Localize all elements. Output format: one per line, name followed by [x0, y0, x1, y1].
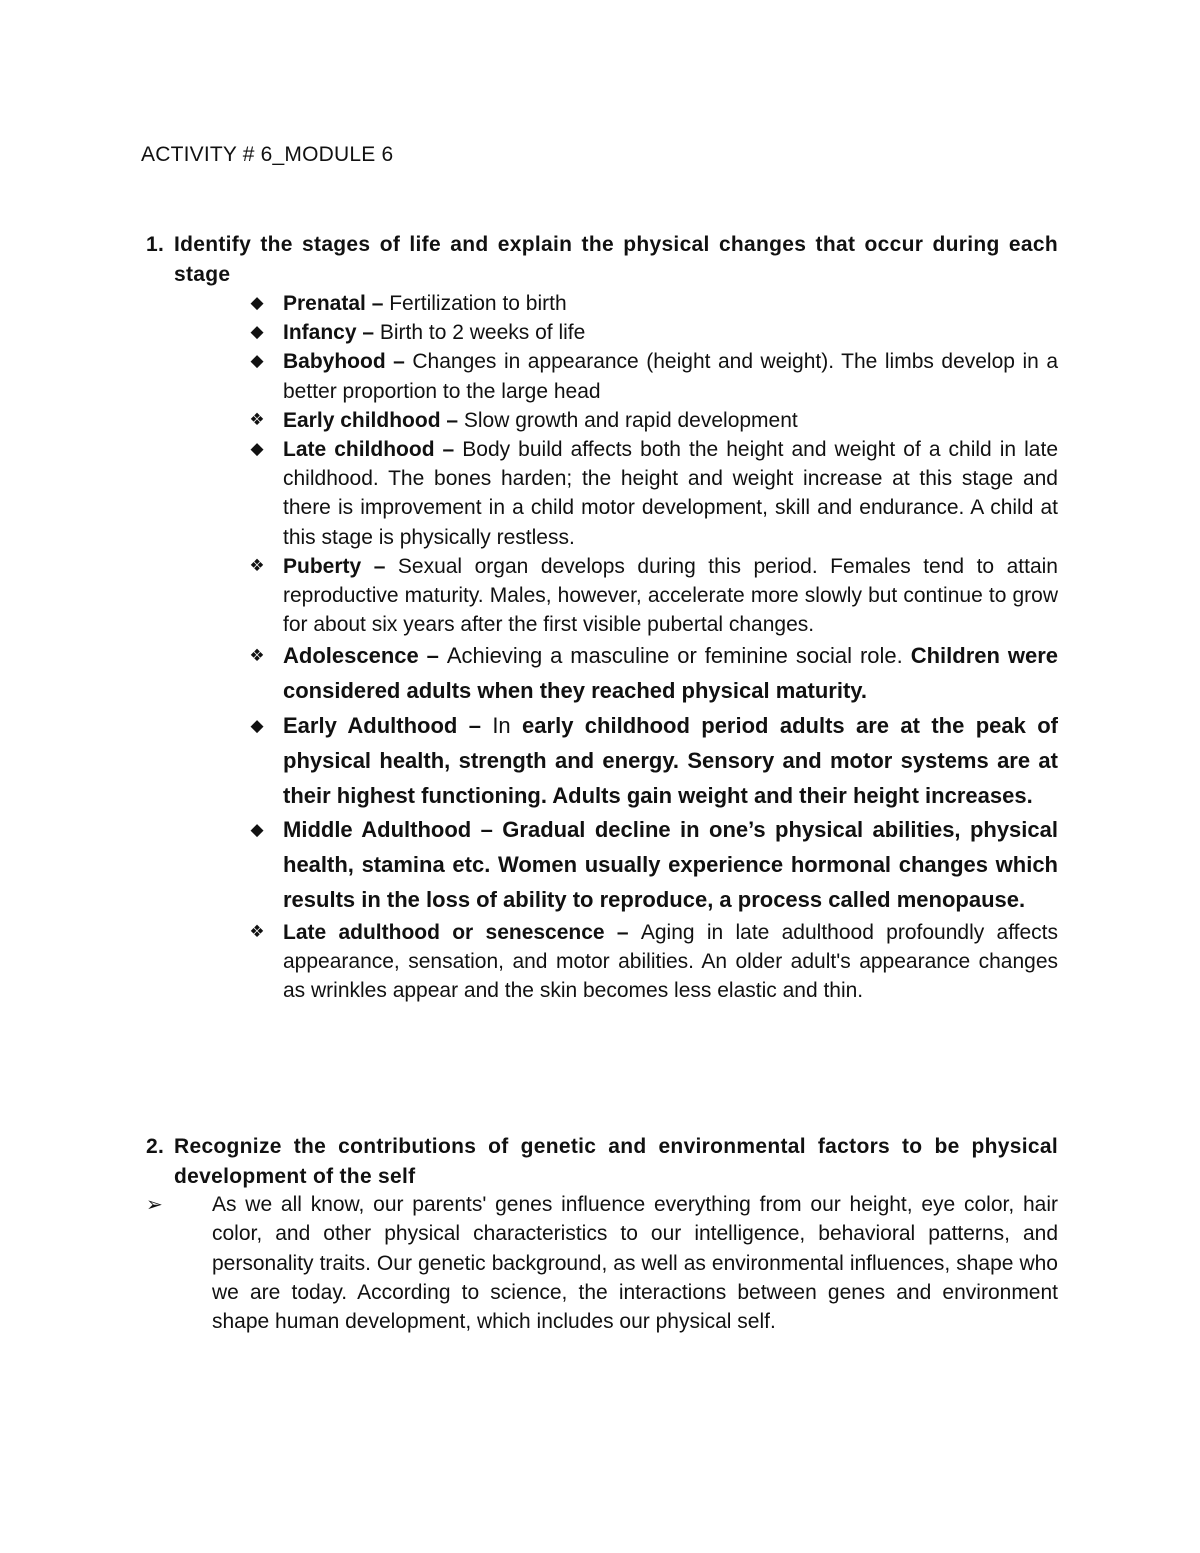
question-1 [146, 230, 1058, 289]
question-2 [146, 1132, 1058, 1191]
stage-description: Changes in appearance (height and weight). The limbs develop in a better proportion to the large head [283, 350, 1058, 403]
stage-description: Sexual organ develops during this period. Females tend to attain reproductive maturity. Males, however, accelerate more slowly but continue to grow for about six years after the first visible pubertal changes. [283, 554, 1058, 637]
stage-term: Early childhood – [283, 408, 464, 432]
star-bullet-icon: ❖ [249, 555, 265, 576]
question-2-answer [146, 1190, 1058, 1336]
question-1-number: 1. [146, 233, 165, 256]
page-title: ACTIVITY # 6_MODULE 6 [141, 143, 394, 166]
stage-description-bold: early childhood period adults are at the peak of physical health, strength and energy. Sensory and motor systems are at their highest functioning. Adults gain weight and their height increases. [283, 713, 1059, 808]
stage-description: Aging in late adulthood profoundly affects appearance, sensation, and motor abilities. An older adult's appearance changes as wrinkles appear and the skin becomes less elastic and thin. [283, 920, 1059, 1003]
diamond-bullet-icon: ◆ [250, 820, 264, 841]
list-item [246, 318, 1058, 347]
stage-term: Early Adulthood – [283, 713, 493, 739]
stage-term: Babyhood – [283, 350, 413, 374]
list-item [246, 347, 1058, 405]
list-item [246, 918, 1058, 1006]
diamond-bullet-icon: ◆ [250, 439, 264, 460]
list-item [246, 435, 1058, 552]
stage-term: Late adulthood or senescence – [283, 920, 641, 944]
list-item [246, 406, 1058, 435]
diamond-bullet-icon: ◆ [250, 322, 264, 343]
diamond-bullet-icon: ◆ [250, 716, 264, 737]
stage-term: Late childhood – [283, 438, 463, 462]
list-item [246, 552, 1058, 640]
diamond-bullet-icon: ◆ [250, 293, 264, 313]
stage-description: Body build affects both the height and weight of a child in late childhood. The bones harden; the height and weight increase at this stage and there is improvement in a child motor development, skill and endurance. A child at this stage is physically restless. [283, 438, 1058, 549]
star-bullet-icon: ❖ [249, 921, 265, 942]
stage-term: Prenatal – [283, 292, 390, 315]
question-1-text: Identify the stages of life and explain the physical changes that occur during each stage [174, 233, 1058, 286]
arrow-bullet-icon: ➢ [146, 1192, 163, 1216]
stage-description: Fertilization to birth [389, 292, 567, 315]
answer-text: As we all know, our parents' genes influence everything from our height, eye color, hair color, and other physical characteristics to our intelligence, behavioral patterns, and personality traits. Our genetic background, as well as environmental influences, shape who we are today. According to science, the interactions between genes and environment shape human development, which includes our physical self. [212, 1193, 1058, 1334]
list-item [246, 709, 1058, 813]
stage-term: Puberty – [283, 554, 398, 578]
list-item [246, 813, 1058, 917]
stage-description: Birth to 2 weeks of life [379, 321, 586, 345]
list-item [246, 639, 1058, 709]
stage-term: Middle Adulthood – [283, 817, 503, 843]
stage-description: Slow growth and rapid development [463, 408, 798, 432]
star-bullet-icon: ❖ [249, 646, 265, 667]
question-2-text: Recognize the contributions of genetic and environmental factors to be physical development of the self [174, 1135, 1058, 1188]
stage-term: Adolescence – [283, 643, 447, 669]
stage-description: Achieving a masculine or feminine social role. [446, 643, 911, 669]
stage-description-bold: Children were considered adults when they reached physical maturity. [283, 643, 1059, 704]
stage-description-bold: Gradual decline in one’s physical abilities, physical health, stamina etc. Women usually experience hormonal changes which results in the loss of ability to reproduce, a process called menopause. [283, 817, 1058, 913]
diamond-bullet-icon: ◆ [250, 351, 264, 372]
stage-description: In [492, 713, 523, 739]
star-bullet-icon: ❖ [249, 409, 265, 430]
life-stages-list [246, 289, 1058, 1005]
stage-term: Infancy – [283, 321, 380, 345]
list-item [246, 289, 1058, 318]
question-2-number: 2. [146, 1135, 165, 1158]
